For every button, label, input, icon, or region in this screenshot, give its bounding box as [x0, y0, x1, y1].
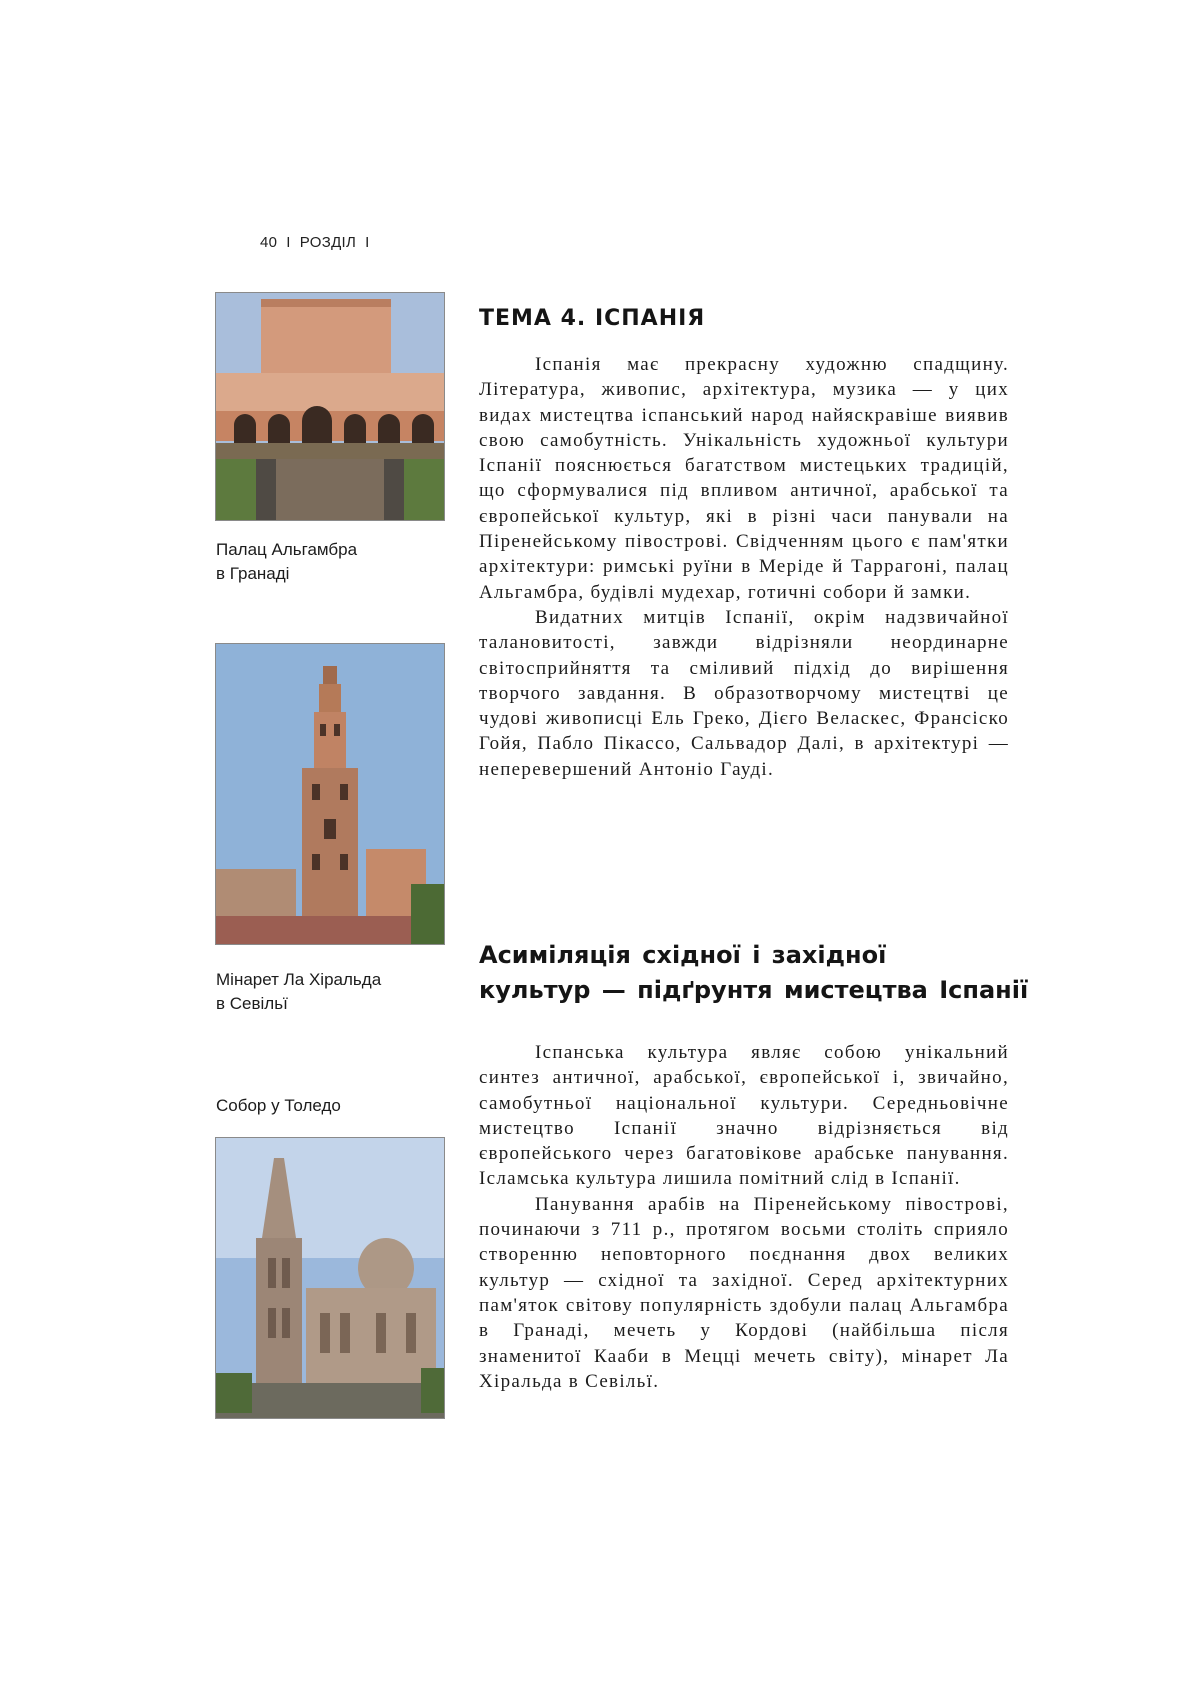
section-name: РОЗДІЛ: [299, 234, 357, 251]
caption-line: в Гранаді: [216, 564, 290, 583]
heading-line: культур — підґрунтя мистецтва Іспанії: [479, 976, 1029, 1004]
toledo-illustration: [216, 1138, 444, 1418]
caption-line: Палац Альгамбра: [216, 540, 358, 559]
caption-line: Мінарет Ла Хіральда: [216, 970, 382, 989]
topic-title: ТЕМА 4. ІСПАНІЯ: [479, 306, 706, 331]
header-separator: I: [286, 234, 291, 251]
toledo-photo: [215, 1137, 445, 1419]
paragraph: Іспанія має прекрасну художню спадщину. Література, живопис, архітектура, музика — у цих видах мистецтва іспанський народ найяскравіше виявив свою самобутність. Унікальність художньої культури Іспанії пояснюється багатством мистецьких традицій, що сформувалися під впливом античної, арабської та європейської культур, які в різні часи панували на Піренейському півострові. Свідченням цього є пам'ятки архітектури: римські руїни в Меріде й Таррагоні, палац Альгамбра, будівлі мудехар, готичні собори й замки.: [479, 354, 1009, 603]
section-text: [479, 1040, 1009, 1394]
giralda-photo: [215, 643, 445, 945]
giralda-illustration: [216, 644, 444, 944]
paragraph: Панування арабів на Піренейському півострові, починаючи з 711 р., протягом восьми століть сприяло створенню неповторного поєднання двох великих культур — східної та західної. Серед архітектурних пам'яток світову популярність здобули палац Альгамбра в Гранаді, мечеть у Кордові (найбільша після знаменитої Кааби в Мецці мечеть світу), мінарет Ла Хіральда в Севільї.: [479, 1193, 1009, 1392]
header-separator-end: I: [365, 234, 370, 251]
running-header: [260, 234, 379, 251]
toledo-caption: [216, 1094, 446, 1118]
heading-line: Асиміляція східної і західної: [479, 941, 887, 969]
alhambra-photo: [215, 292, 445, 521]
caption-line: в Севільї: [216, 994, 288, 1013]
page-number: 40: [260, 234, 278, 251]
section-heading: [479, 938, 1039, 1008]
giralda-caption: [216, 968, 446, 1016]
paragraph: Іспанська культура являє собою унікальний синтез античної, арабської, європейської і, звичайно, самобутньої національної культури. Середньовічне мистецтво Іспанії значно відрізняється від європейського через багатовікове арабське панування. Ісламська культура лишила помітний слід в Іспанії.: [479, 1042, 1009, 1190]
alhambra-caption: [216, 538, 446, 586]
alhambra-illustration: [216, 293, 444, 520]
paragraph: Видатних митців Іспанії, окрім надзвичайної талановитості, завжди відрізняли неординарне світосприйняття та сміливий підхід до вирішення творчого завдання. В образотворчому мистецтві це чудові живописці Ель Греко, Дієго Веласкес, Франсіско Гойя, Пабло Пікассо, Сальвадор Далі, в архітектурі — неперевершений Антоніо Гауді.: [479, 606, 1009, 780]
intro-text: [479, 352, 1009, 782]
caption-line: Собор у Толедо: [216, 1096, 341, 1115]
